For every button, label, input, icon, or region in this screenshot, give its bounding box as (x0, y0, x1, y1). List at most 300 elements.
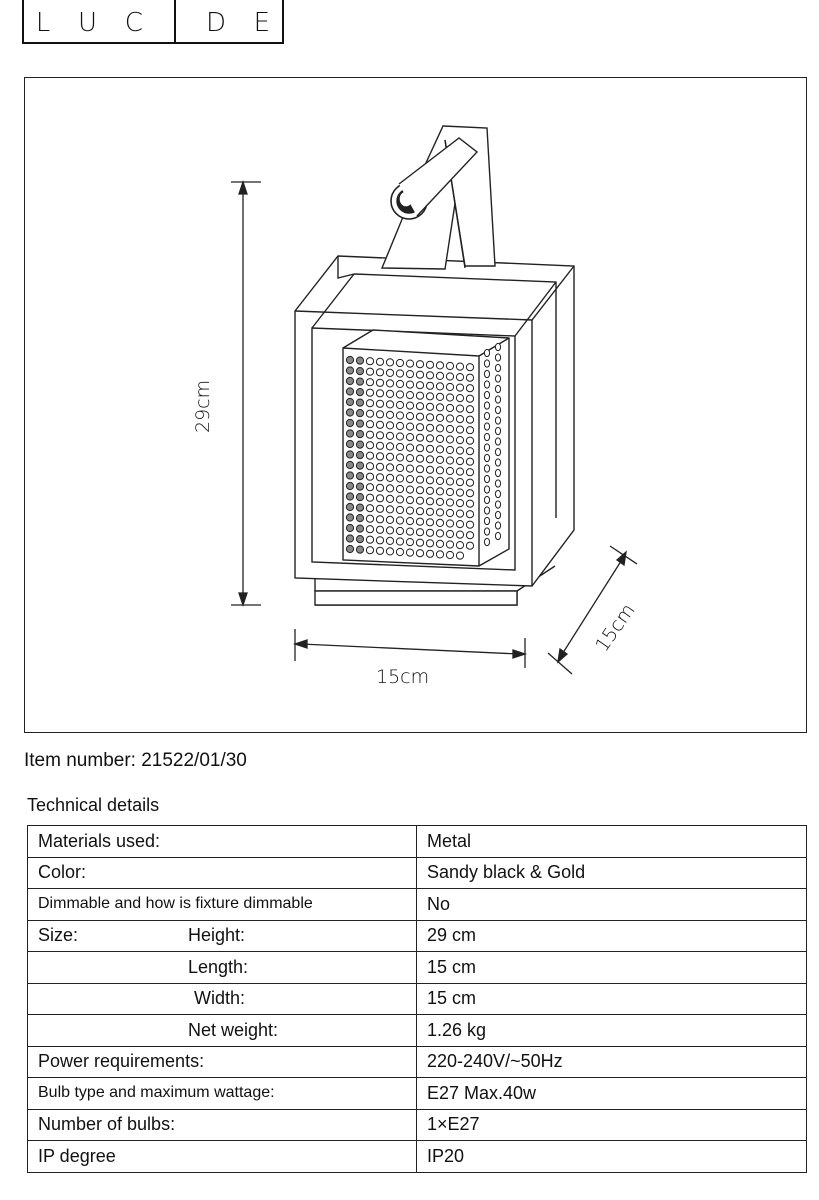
perforation-hole (356, 441, 363, 448)
perforation-hole (366, 484, 373, 491)
height-dimension-label: 29cm (192, 379, 214, 433)
perforation-hole (406, 476, 413, 483)
perforation-hole (406, 381, 413, 388)
perforation-hole (346, 398, 353, 405)
perforation-hole (484, 517, 489, 524)
perforation-hole (426, 498, 433, 505)
perforation-hole (386, 516, 393, 523)
perforation-hole (416, 413, 423, 420)
perforation-hole (386, 369, 393, 376)
perforation-hole (446, 425, 453, 432)
perforation-hole (495, 501, 500, 508)
spec-label: Dimmable and how is fixture dimmable (28, 889, 417, 921)
perforation-hole (376, 474, 383, 481)
perforation-hole (456, 405, 463, 412)
perforation-hole (426, 414, 433, 421)
perforation-hole (426, 466, 433, 473)
spec-label: Number of bulbs: (28, 1109, 417, 1141)
perforation-hole (484, 402, 489, 409)
perforation-hole (356, 389, 363, 396)
perforation-hole (376, 505, 383, 512)
perforation-hole (406, 518, 413, 525)
perforation-hole (466, 437, 473, 444)
perforation-hole (406, 413, 413, 420)
perforation-hole (484, 349, 489, 356)
perforation-hole (376, 463, 383, 470)
table-row (28, 952, 807, 984)
perforation-hole (366, 368, 373, 375)
perforation-hole (495, 511, 500, 518)
perforation-hole (436, 362, 443, 369)
perforation-hole (426, 519, 433, 526)
perforation-hole (446, 551, 453, 558)
perforation-hole (466, 479, 473, 486)
length-label: Length: (188, 956, 249, 977)
perforation-hole (396, 391, 403, 398)
table-row (28, 826, 807, 858)
perforation-hole (416, 455, 423, 462)
perforation-hole (396, 506, 403, 513)
perforation-hole (416, 466, 423, 473)
perforation-hole (376, 390, 383, 397)
perforation-hole (376, 526, 383, 533)
perforation-hole (416, 518, 423, 525)
perforation-hole (456, 384, 463, 391)
logo-letter: E (253, 8, 271, 38)
perforation-hole (484, 486, 489, 493)
perforation-hole (366, 505, 373, 512)
perforation-hole (446, 383, 453, 390)
perforation-hole (495, 438, 500, 445)
perforation-hole (356, 378, 363, 385)
perforation-hole (346, 514, 353, 521)
perforation-hole (484, 423, 489, 430)
perforation-hole (366, 536, 373, 543)
spec-value: No (417, 889, 807, 921)
perforation-hole (366, 410, 373, 417)
spec-label (28, 952, 417, 984)
perforation-hole (416, 382, 423, 389)
perforation-hole (426, 456, 433, 463)
perforation-hole (386, 401, 393, 408)
perforation-hole (366, 389, 373, 396)
perforation-hole (346, 388, 353, 395)
perforation-hole (386, 537, 393, 544)
perforation-hole (426, 477, 433, 484)
perforation-hole (456, 374, 463, 381)
perforation-hole (436, 467, 443, 474)
perforation-hole (406, 455, 413, 462)
perforation-hole (426, 372, 433, 379)
perforation-hole (456, 510, 463, 517)
perforation-hole (356, 357, 363, 364)
spec-value: 1×E27 (417, 1109, 807, 1141)
perforation-hole (426, 403, 433, 410)
perforation-hole (416, 445, 423, 452)
perforation-hole (456, 468, 463, 475)
perforation-hole (366, 379, 373, 386)
perforation-hole (396, 527, 403, 534)
perforation-hole (346, 493, 353, 500)
perforation-hole (456, 521, 463, 528)
net-weight-label: Net weight: (188, 1019, 279, 1040)
spec-label: Color: (28, 857, 417, 889)
perforation-hole (356, 494, 363, 501)
perforation-hole (456, 489, 463, 496)
perforation-hole (406, 444, 413, 451)
perforation-hole (446, 457, 453, 464)
perforation-hole (406, 539, 413, 546)
perforation-hole (495, 448, 500, 455)
table-row (28, 1046, 807, 1078)
spec-value: Metal (417, 826, 807, 858)
perforation-hole (366, 515, 373, 522)
perforation-hole (366, 452, 373, 459)
perforation-hole (416, 371, 423, 378)
perforation-hole (436, 425, 443, 432)
perforation-hole (346, 430, 353, 437)
perforation-hole (446, 530, 453, 537)
perforation-hole (356, 462, 363, 469)
perforation-hole (386, 485, 393, 492)
perforation-hole (346, 482, 353, 489)
product-drawing-frame (24, 77, 807, 733)
perforation-hole (484, 538, 489, 545)
perforation-hole (466, 521, 473, 528)
perforation-hole (366, 526, 373, 533)
perforation-hole (426, 540, 433, 547)
perforation-hole (484, 370, 489, 377)
perforation-hole (484, 433, 489, 440)
perforation-hole (446, 404, 453, 411)
perforation-hole (406, 402, 413, 409)
perforation-hole (495, 480, 500, 487)
perforation-hole (396, 548, 403, 555)
perforation-hole (426, 529, 433, 536)
perforation-hole (446, 436, 453, 443)
spec-value: E27 Max.40w (417, 1078, 807, 1110)
perforation-hole (426, 424, 433, 431)
perforation-hole (484, 528, 489, 535)
perforation-hole (366, 358, 373, 365)
perforation-hole (495, 354, 500, 361)
perforation-hole (376, 421, 383, 428)
perforation-hole (495, 427, 500, 434)
perforation-hole (436, 498, 443, 505)
perforation-hole (456, 447, 463, 454)
perforation-hole (466, 427, 473, 434)
perforation-hole (346, 535, 353, 542)
perforation-hole (376, 484, 383, 491)
perforation-hole (346, 503, 353, 510)
perforation-hole (416, 550, 423, 557)
perforation-hole (484, 465, 489, 472)
perforation-hole (495, 385, 500, 392)
perforation-hole (466, 448, 473, 455)
spec-value: 15 cm (417, 952, 807, 984)
perforation-hole (376, 400, 383, 407)
perforation-hole (356, 431, 363, 438)
perforation-hole (376, 432, 383, 439)
perforation-hole (466, 500, 473, 507)
perforation-hole (386, 548, 393, 555)
perforation-hole (406, 549, 413, 556)
perforation-hole (456, 395, 463, 402)
perforation-hole (495, 469, 500, 476)
perforation-hole (456, 552, 463, 559)
perforation-hole (446, 373, 453, 380)
perforation-hole (484, 360, 489, 367)
perforation-hole (426, 550, 433, 557)
perforation-hole (396, 359, 403, 366)
perforation-hole (446, 499, 453, 506)
spec-value: 29 cm (417, 920, 807, 952)
perforation-hole (386, 359, 393, 366)
perforation-hole (426, 445, 433, 452)
logo-letter: D (205, 8, 226, 38)
perforation-hole (346, 419, 353, 426)
perforation-hole (456, 479, 463, 486)
perforation-hole (466, 395, 473, 402)
perforation-hole (406, 507, 413, 514)
table-row (28, 920, 807, 952)
perforation-hole (386, 422, 393, 429)
perforation-hole (466, 490, 473, 497)
spec-value: 1.26 kg (417, 1015, 807, 1047)
perforation-hole (436, 519, 443, 526)
perforation-hole (396, 370, 403, 377)
perforation-hole (366, 494, 373, 501)
perforation-hole (356, 473, 363, 480)
perforation-hole (376, 495, 383, 502)
perforation-hole (436, 551, 443, 558)
spec-label (28, 1015, 417, 1047)
perforation-hole (495, 364, 500, 371)
perforation-hole (426, 435, 433, 442)
perforation-hole (396, 464, 403, 471)
perforation-hole (406, 434, 413, 441)
perforation-hole (416, 434, 423, 441)
perforation-hole (446, 467, 453, 474)
perforation-hole (446, 541, 453, 548)
spec-value: 15 cm (417, 983, 807, 1015)
perforation-hole (376, 358, 383, 365)
perforation-hole (446, 478, 453, 485)
perforation-hole (356, 546, 363, 553)
width-dimension-label: 15cm (376, 666, 430, 688)
perforation-hole (396, 380, 403, 387)
perforation-hole (466, 374, 473, 381)
spec-label: Power requirements: (28, 1046, 417, 1078)
perforation-hole (466, 542, 473, 549)
perforation-hole (446, 394, 453, 401)
perforation-hole (396, 443, 403, 450)
perforation-hole (456, 542, 463, 549)
table-row (28, 1015, 807, 1047)
perforation-hole (356, 420, 363, 427)
perforation-hole (396, 454, 403, 461)
table-row (28, 1109, 807, 1141)
perforation-hole (396, 422, 403, 429)
perforation-hole (416, 424, 423, 431)
technical-details-table (27, 825, 807, 1173)
perforation-hole (366, 547, 373, 554)
perforation-hole (446, 488, 453, 495)
perforation-hole (426, 393, 433, 400)
table-row (28, 857, 807, 889)
perforation-hole (495, 406, 500, 413)
perforation-hole (356, 483, 363, 490)
perforation-hole (376, 442, 383, 449)
perforation-hole (376, 411, 383, 418)
perforation-hole (484, 507, 489, 514)
perforation-hole (466, 385, 473, 392)
perforation-hole (466, 458, 473, 465)
perforation-hole (416, 487, 423, 494)
perforation-hole (436, 393, 443, 400)
perforation-hole (396, 475, 403, 482)
perforation-hole (386, 390, 393, 397)
perforation-hole (426, 382, 433, 389)
perforation-hole (396, 412, 403, 419)
table-row (28, 1141, 807, 1173)
perforation-hole (446, 362, 453, 369)
perforation-hole (406, 465, 413, 472)
perforation-hole (484, 454, 489, 461)
height-label: Height: (188, 925, 246, 946)
perforation-hole (356, 515, 363, 522)
perforation-hole (366, 442, 373, 449)
perforation-hole (406, 423, 413, 430)
perforation-hole (416, 539, 423, 546)
perforation-hole (366, 421, 373, 428)
perforation-hole (466, 416, 473, 423)
perforation-hole (416, 529, 423, 536)
perforation-hole (386, 474, 393, 481)
perforation-hole (346, 524, 353, 531)
perforation-hole (484, 391, 489, 398)
width-label: Width: (194, 988, 246, 1009)
perforation-hole (495, 532, 500, 539)
perforation-hole (376, 369, 383, 376)
perforation-hole (446, 520, 453, 527)
perforation-hole (386, 464, 393, 471)
table-row (28, 1078, 807, 1110)
perforation-hole (396, 538, 403, 545)
perforation-hole (466, 469, 473, 476)
perforation-hole (436, 383, 443, 390)
perforation-hole (396, 433, 403, 440)
perforation-hole (386, 453, 393, 460)
perforation-hole (466, 511, 473, 518)
perforation-hole (356, 410, 363, 417)
perforation-hole (456, 426, 463, 433)
item-number: Item number: 21522/01/30 (24, 750, 247, 771)
perforation-hole (386, 380, 393, 387)
technical-details-title: Technical details (27, 795, 160, 815)
size-label: Size: (38, 925, 79, 946)
spec-label: Bulb type and maximum wattage: (28, 1078, 417, 1110)
perforation-hole (495, 417, 500, 424)
perforation-hole (416, 497, 423, 504)
table-row (28, 983, 807, 1015)
perforation-hole (406, 486, 413, 493)
logo-wordmark (22, 4, 284, 42)
perforation-hole (426, 508, 433, 515)
perforation-hole (456, 437, 463, 444)
perforation-hole (416, 476, 423, 483)
spec-value: 220-240V/~50Hz (417, 1046, 807, 1078)
perforation-hole (495, 490, 500, 497)
perforation-hole (495, 343, 500, 350)
perforation-hole (376, 453, 383, 460)
perforation-hole (396, 496, 403, 503)
perforation-hole (456, 363, 463, 370)
perforation-hole (484, 475, 489, 482)
perforation-hole (356, 536, 363, 543)
perforation-hole (346, 367, 353, 374)
perforation-hole (406, 497, 413, 504)
perforation-hole (484, 381, 489, 388)
perforation-hole (346, 461, 353, 468)
perforation-hole (386, 495, 393, 502)
perforation-hole (396, 485, 403, 492)
perforation-hole (436, 456, 443, 463)
perforation-hole (396, 401, 403, 408)
perforation-hole (436, 509, 443, 516)
perforation-hole (436, 404, 443, 411)
perforation-hole (495, 375, 500, 382)
spec-label-size (28, 920, 417, 952)
perforation-hole (386, 443, 393, 450)
perforation-hole (346, 472, 353, 479)
perforation-hole (495, 459, 500, 466)
perforation-hole (366, 463, 373, 470)
perforation-hole (446, 446, 453, 453)
perforation-hole (356, 504, 363, 511)
brand-logo (22, 0, 286, 46)
perforation-hole (406, 528, 413, 535)
perforation-hole (436, 446, 443, 453)
spec-label (28, 983, 417, 1015)
perforation-hole (356, 368, 363, 375)
perforation-hole (406, 360, 413, 367)
perforation-hole (346, 377, 353, 384)
perforation-hole (386, 527, 393, 534)
perforation-hole (436, 414, 443, 421)
perforation-hole (456, 500, 463, 507)
perforation-hole (426, 487, 433, 494)
perforation-hole (346, 409, 353, 416)
spec-label: Materials used: (28, 826, 417, 858)
perforation-hole (495, 396, 500, 403)
perforation-hole (495, 522, 500, 529)
perforation-hole (406, 392, 413, 399)
spec-label: IP degree (28, 1141, 417, 1173)
perforation-hole (366, 400, 373, 407)
perforation-hole (436, 488, 443, 495)
perforation-hole (346, 545, 353, 552)
perforation-hole (416, 392, 423, 399)
perforation-hole (366, 431, 373, 438)
logo-letter: C (124, 8, 143, 38)
perforation-hole (466, 406, 473, 413)
perforation-hole (366, 473, 373, 480)
perforation-hole (376, 379, 383, 386)
perforation-hole (446, 509, 453, 516)
perforation-hole (386, 411, 393, 418)
perforation-hole (484, 496, 489, 503)
